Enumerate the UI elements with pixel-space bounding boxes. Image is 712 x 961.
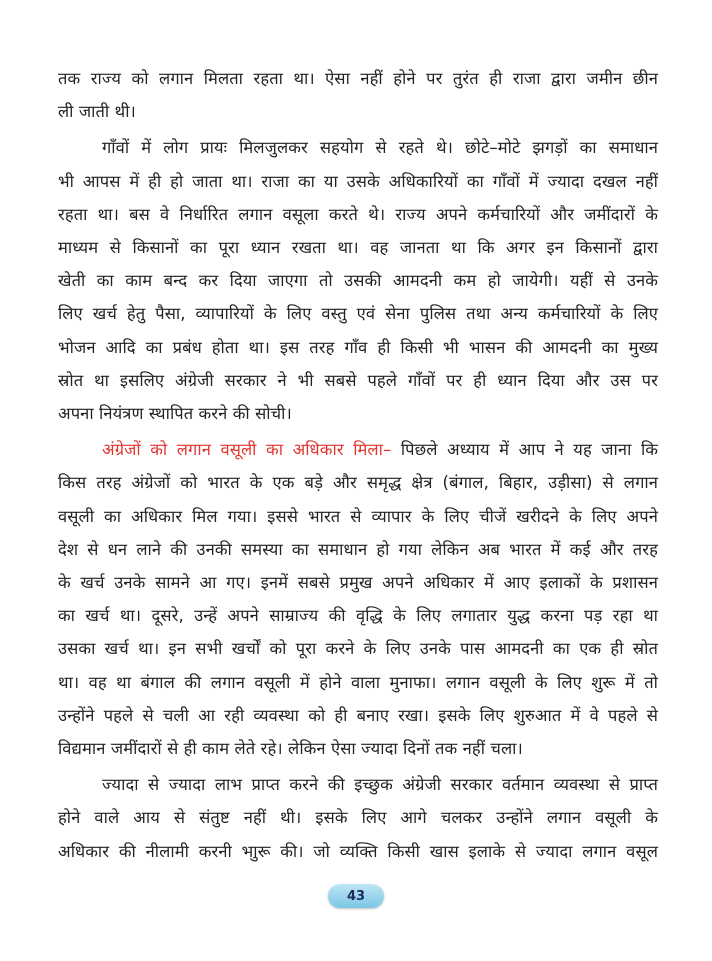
page-number-badge xyxy=(328,884,384,908)
text-line xyxy=(58,433,658,466)
text-line: उसका खर्च था। इन सभी खर्चों को पूरा करने के लिए उनके पास आमदनी का एक ही स्रोत xyxy=(58,639,658,659)
text-line: भी आपस में ही हो जाता था। राजा का या उसके अधिकारियों का गाँवों में ज्यादा दखल नहीं xyxy=(58,171,658,191)
corner-watermark-decoration xyxy=(678,924,712,961)
text-line: स्रोत था इसलिए अंग्रेजी सरकार ने भी सबसे पहले गाँवों पर ही ध्यान दिया और उस पर xyxy=(58,370,658,390)
text-line: लिए खर्च हेतु पैसा, व्यापारियों के लिए वस्तु एवं सेना पुलिस तथा अन्य कर्मचारियों के लिए xyxy=(58,304,658,324)
text-line: अपना नियंत्रण स्थापित करने की सोची। xyxy=(58,404,292,424)
text-line: था। वह था बंगाल की लगान वसूली में होने वाला मुनाफा। लगान वसूली के लिए शुरू में तो xyxy=(58,672,658,692)
text-line: माध्यम से किसानों का पूरा ध्यान रखता था। वह जानता था कि अगर इन किसानों द्वारा xyxy=(58,238,658,258)
text-line: भोजन आदि का प्रबंध होता था। इस तरह गाँव ही किसी भी भासन की आमदनी का मुख्य xyxy=(58,337,658,357)
text-line: देश से धन लाने की उनकी समस्या का समाधान हो गया लेकिन अब भारत में कई और तरह xyxy=(58,539,658,559)
section-heading: अंग्रेजों को लगान वसूली का अधिकार मिला– xyxy=(102,440,392,460)
text-line: के खर्च उनके सामने आ गए। इनमें सबसे प्रमुख अपने अधिकार में आए इलाकों के प्रशासन xyxy=(58,573,658,593)
text-line: ली जाती थी। xyxy=(58,102,136,122)
paragraph-1 xyxy=(58,62,658,128)
text-line: गाँवों में लोग प्रायः मिलजुलकर सहयोग से रहते थे। छोटे–मोटे झगड़ों का समाधान xyxy=(102,138,658,158)
text-line: रहता था। बस वे निर्धारित लगान वसूला करते थे। राज्य अपने कर्मचारियों और जमींदारों के xyxy=(58,204,658,224)
text-line: उन्होंने पहले से चली आ रही व्यवस्था को ही बनाए रखा। इसके लिए शुरुआत में वे पहले से xyxy=(58,705,658,725)
text-line: ज्यादा से ज्यादा लाभ प्राप्त करने की इच्छुक अंग्रेजी सरकार वर्तमान व्यवस्था से प्राप्त xyxy=(102,775,658,795)
text-line: तक राज्य को लगान मिलता रहता था। ऐसा नहीं होने पर तुरंत ही राजा द्वारा जमीन छीन xyxy=(58,69,658,88)
heading-line-rest: पिछले अध्याय में आप ने यह जाना कि xyxy=(391,440,658,460)
text-line: खेती का काम बन्द कर दिया जाएगा तो उसकी आमदनी कम हो जायेगी। यहीं से उनके xyxy=(58,271,658,291)
text-line: किस तरह अंग्रेजों को भारत के एक बड़े और समृद्ध क्षेत्र (बंगाल, बिहार, उड़ीसा) से लगान xyxy=(58,473,658,493)
text-line: विद्यमान जमींदारों से ही काम लेते रहे। लेकिन ऐसा ज्यादा दिनों तक नहीं चला। xyxy=(58,739,523,759)
paragraph-4 xyxy=(58,768,658,868)
text-line: होने वाले आय से संतुष्ट नहीं थी। इसके लिए आगे चलकर उन्होंने लगान वसूली के xyxy=(58,808,658,828)
page-body xyxy=(58,62,658,868)
paragraph-3 xyxy=(58,433,658,765)
text-line: वसूली का अधिकार मिल गया। इससे भारत से व्यापार के लिए चीजें खरीदने के लिए अपने xyxy=(58,506,658,526)
page-number: 43 xyxy=(346,888,366,904)
text-line: का खर्च था। दूसरे, उन्हें अपने साम्राज्य की वृद्धि के लिए लगातार युद्ध करना पड़ रहा था xyxy=(58,606,658,626)
text-line: अधिकार की नीलामी करनी भाुरू की। जो व्यक्ति किसी खास इलाके से ज्यादा लगान वसूल xyxy=(58,841,658,861)
paragraph-2 xyxy=(58,131,658,430)
